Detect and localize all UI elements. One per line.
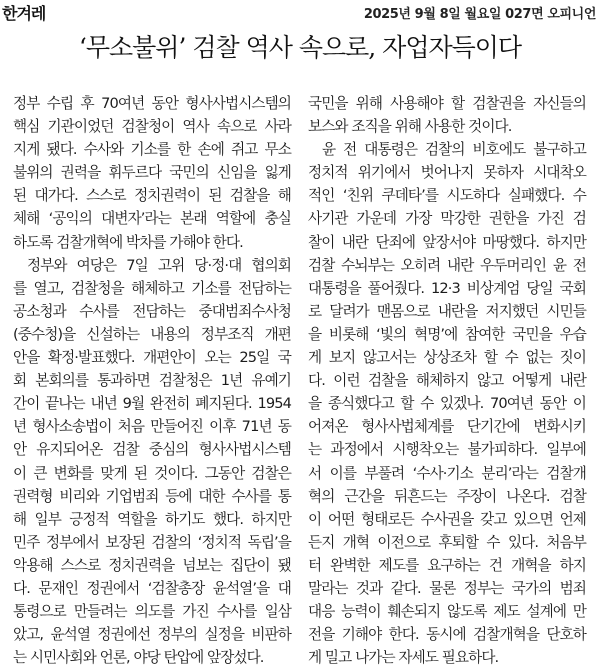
article-text-line: 는 과정에서 시행착오는 불가피하다. 일부에 bbox=[308, 441, 586, 459]
article-text-line: 말라는 것과 같다. 물론 정부는 국가의 범죄 bbox=[308, 579, 586, 597]
article-text-line: 게 밀고 나가는 자세도 필요하다. bbox=[308, 649, 499, 667]
article-text-line: 어져온 형사사법체계를 단기간에 변화시키 bbox=[308, 418, 586, 436]
article-text-line: 안을 확정·발표했다. 개편안이 오는 25일 국 bbox=[13, 349, 291, 367]
article-text-line: 해 일부 긍정적 역할을 하기도 했다. 하지만 bbox=[13, 510, 291, 528]
article-text-line: 는 시민사회와 언론, 야당 탄압에 앞장섰다. bbox=[13, 649, 264, 667]
dateline: 2025년 9월 8일 월요일 027면 오피니언 bbox=[363, 7, 596, 22]
article-column-right bbox=[308, 92, 586, 669]
article-text-line: 을 비롯해 ‘빛의 혁명’에 참여한 국민을 우습 bbox=[308, 325, 586, 343]
article-text-line: 통령으로 만들려는 의도를 가진 수사를 일삼 bbox=[13, 603, 291, 621]
article-text-line: 를 열고, 검찰청을 해체하고 기소를 전담하는 bbox=[13, 279, 291, 297]
article-text-line: 안 유지되어온 검찰 중심의 형사사법시스템 bbox=[13, 441, 291, 459]
article-text-line: 보스와 조직을 위해 사용한 것이다. bbox=[308, 118, 512, 136]
article-text-line: 지게 됐다. 수사와 기소를 한 손에 쥐고 무소 bbox=[13, 141, 291, 159]
editorial-headline: ‘무소불위’ 검찰 역사 속으로, 자업자득이다 bbox=[78, 33, 522, 62]
article-text-line: 국민을 위해 사용해야 할 검찰권을 자신들의 bbox=[308, 95, 586, 112]
article-text-line: 회 본회의를 통과하면 검찰청은 1년 유예기 bbox=[13, 372, 291, 390]
article-text-line: 터 완벽한 제도를 요구하는 건 개혁을 하지 bbox=[308, 556, 586, 574]
article-text-line: 혁의 근간을 뒤흔드는 주장이 나온다. 검찰 bbox=[308, 487, 586, 505]
article-text-line: 대통령을 풀어줬다. 12·3 비상계엄 당일 국회 bbox=[308, 279, 586, 297]
article-column-left bbox=[13, 92, 291, 669]
article-text-line: 다. 이런 검찰을 해체하지 않고 어떻게 내란 bbox=[308, 372, 586, 390]
article-text-line: 서 이를 부풀려 ‘수사·기소 분리’라는 검찰개 bbox=[308, 464, 586, 482]
masthead bbox=[0, 0, 600, 26]
article-text-line: 년 형사소송법이 처음 만들어진 이후 71년 동 bbox=[13, 418, 291, 436]
article-text-line: 사기관 가운데 가장 막강한 권한을 가진 검 bbox=[308, 210, 586, 228]
article-text-line: 을 종식했다고 할 수 있겠나. 70여년 동안 이 bbox=[308, 395, 586, 413]
article-text-line: 았고, 윤석열 정권에선 정부의 실정을 비판하 bbox=[13, 626, 291, 644]
article-text-line: 민주 정부에서 보장된 검찰의 ‘정치적 독립’을 bbox=[13, 533, 291, 551]
article-text-line: 대응 능력이 훼손되지 않도록 제도 설계에 만 bbox=[308, 603, 586, 621]
article-text-line: 든지 개혁 이전으로 후퇴할 수 있다. 처음부 bbox=[308, 533, 586, 551]
article-text-line: 권력형 비리와 기업범죄 등에 대한 수사를 통 bbox=[13, 487, 291, 505]
article-text-line: 간이 끝나는 내년 9월 완전히 폐지된다. 1954 bbox=[13, 395, 291, 413]
article-text-line: 찰이 내란 단죄에 앞장서야 마땅했다. 하지만 bbox=[308, 233, 586, 251]
article-text-line: 이 어떤 형태로든 수사권을 갖고 있으면 언제 bbox=[308, 510, 586, 528]
article-text-line: 적인 ‘친위 쿠데타’를 시도하다 실패했다. 수 bbox=[308, 187, 586, 205]
newspaper-logo: 한겨레 bbox=[2, 4, 46, 23]
article-text-line: 핵심 기관이었던 검찰청이 역사 속으로 사라 bbox=[13, 118, 291, 136]
article-text-line: 윤 전 대통령은 검찰의 비호에도 불구하고 bbox=[322, 141, 586, 159]
article-text-line: 악용해 스스로 정치권력을 넘보는 집단이 됐 bbox=[13, 556, 291, 574]
article-text-line: 검찰 수뇌부는 오히려 내란 우두머리인 윤 전 bbox=[308, 256, 586, 274]
article-text-line: 게 보지 않고서는 상상조차 할 수 없는 짓이 bbox=[308, 349, 586, 367]
article-text-line: 불위의 권력을 휘두르다 국민의 신임을 잃게 bbox=[13, 164, 291, 182]
article-text-line: 정부 수립 후 70여년 동안 형사사법시스템의 bbox=[13, 95, 291, 112]
article-text-line: (중수청)을 신설하는 내용의 정부조직 개편 bbox=[13, 325, 291, 343]
article-text-line: 하도록 검찰개혁에 박차를 가해야 한다. bbox=[13, 233, 243, 251]
article-text-line: 로 달려가 맨몸으로 내란을 저지했던 시민들 bbox=[308, 302, 586, 320]
article-text-line: 이 큰 변화를 맞게 된 것이다. 그동안 검찰은 bbox=[13, 464, 291, 482]
article-text-line: 된 대가다. 스스로 정치권력이 된 검찰을 해 bbox=[13, 187, 291, 205]
article-text-line: 정부와 여당은 7일 고위 당·정·대 협의회 bbox=[27, 256, 291, 274]
article-text-line: 전을 기해야 한다. 동시에 검찰개혁을 단호하 bbox=[308, 626, 586, 644]
article-text-line: 다. 문재인 정권에서 ‘검찰총장 윤석열’을 대 bbox=[13, 579, 291, 597]
article-text-line: 정치적 위기에서 벗어나지 못하자 시대착오 bbox=[308, 164, 586, 182]
article-text-line: 공소청과 수사를 전담하는 중대범죄수사청 bbox=[13, 302, 291, 320]
article-text-line: 체해 ‘공익의 대변자’라는 본래 역할에 충실 bbox=[13, 210, 291, 228]
